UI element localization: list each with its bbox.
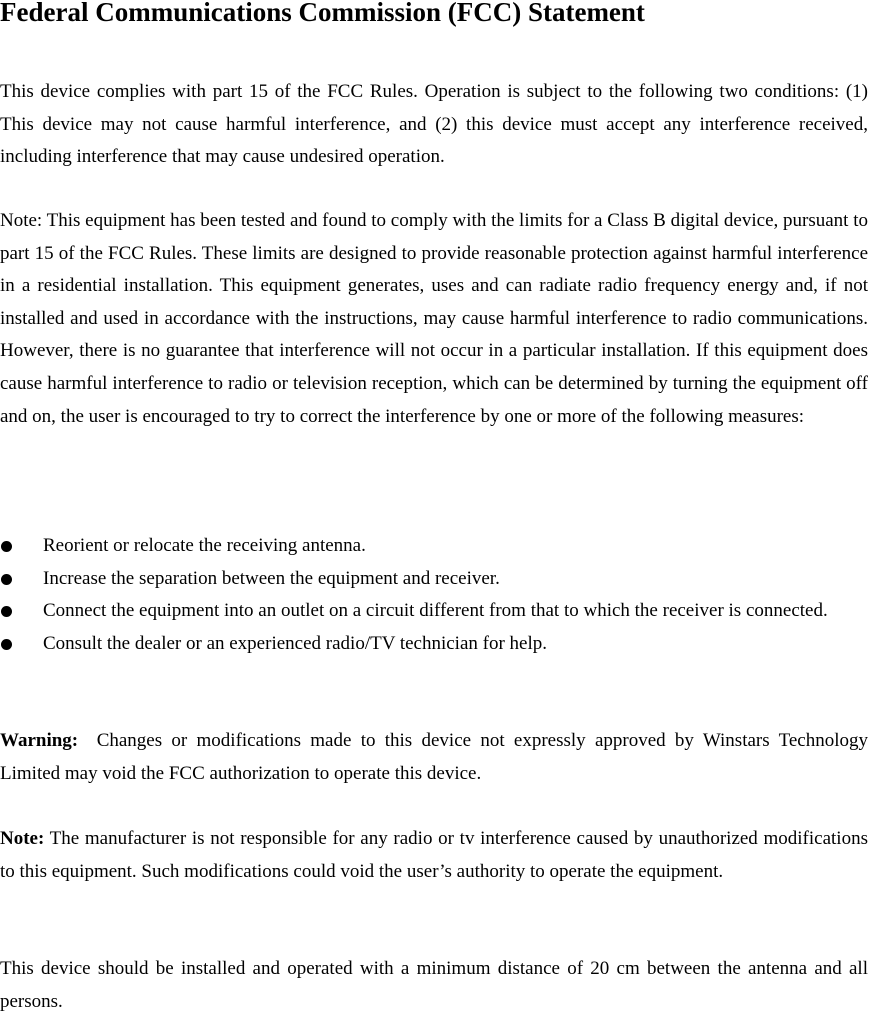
distance-statement-paragraph: This device should be installed and operated with a minimum distance of 20 cm between the antenna and all persons. xyxy=(0,958,868,1012)
list-item xyxy=(0,530,868,563)
page-title: Federal Communications Commission (FCC) Statement xyxy=(0,0,645,27)
measures-list xyxy=(0,530,868,660)
bullet-dot-icon xyxy=(1,606,12,617)
bullet-dot-icon xyxy=(1,541,12,552)
manufacturer-note-paragraph xyxy=(0,823,868,888)
manufacturer-note-label: Note: xyxy=(0,828,45,849)
bullet-dot-icon xyxy=(1,574,12,585)
measure-text: Increase the separation between the equipment and receiver. xyxy=(43,567,500,589)
compliance-paragraph: This device complies with part 15 of the FCC Rules. Operation is subject to the following two conditions: (1) This device may not cause harmful interference, and (2) this device must accept any interference received, including interference that may cause undesired operation. xyxy=(0,81,868,168)
list-item xyxy=(0,563,868,596)
bullet-dot-icon xyxy=(1,639,12,650)
list-item xyxy=(0,595,868,628)
warning-paragraph xyxy=(0,725,868,790)
warning-label: Warning: xyxy=(0,730,79,751)
manufacturer-note-text: The manufacturer is not responsible for any radio or tv interference caused by unauthorized modifications to this equipment. Such modifications could void the user’s authority to operate the equipment. xyxy=(0,828,868,882)
measure-text: Reorient or relocate the receiving antenna. xyxy=(43,535,366,556)
warning-text: Changes or modifications made to this device not expressly approved by Winstars Technology Limited may void the FCC authorization to operate this device. xyxy=(0,730,868,784)
measure-text: Connect the equipment into an outlet on a circuit different from that to which the receiver is connected. xyxy=(43,600,828,622)
measure-text: Consult the dealer or an experienced radio/TV technician for help. xyxy=(43,632,548,654)
class-b-note-paragraph: Note: This equipment has been tested and found to comply with the limits for a Class B digital device, pursuant to part 15 of the FCC Rules. These limits are designed to provide reasonable protection against harmful interference in a residential installation. This equipment generates, uses and can radiate radio frequency energy and, if not installed and used in accordance with the instructions, may cause harmful interference to radio communications. However, there is no guarantee that interference will not occur in a particular installation. If this equipment does cause harmful interference to radio or television reception, which can be determined by turning the equipment off and on, the user is encouraged to try to correct the interference by one or more of the following measures: xyxy=(0,210,868,427)
list-item xyxy=(0,628,868,661)
